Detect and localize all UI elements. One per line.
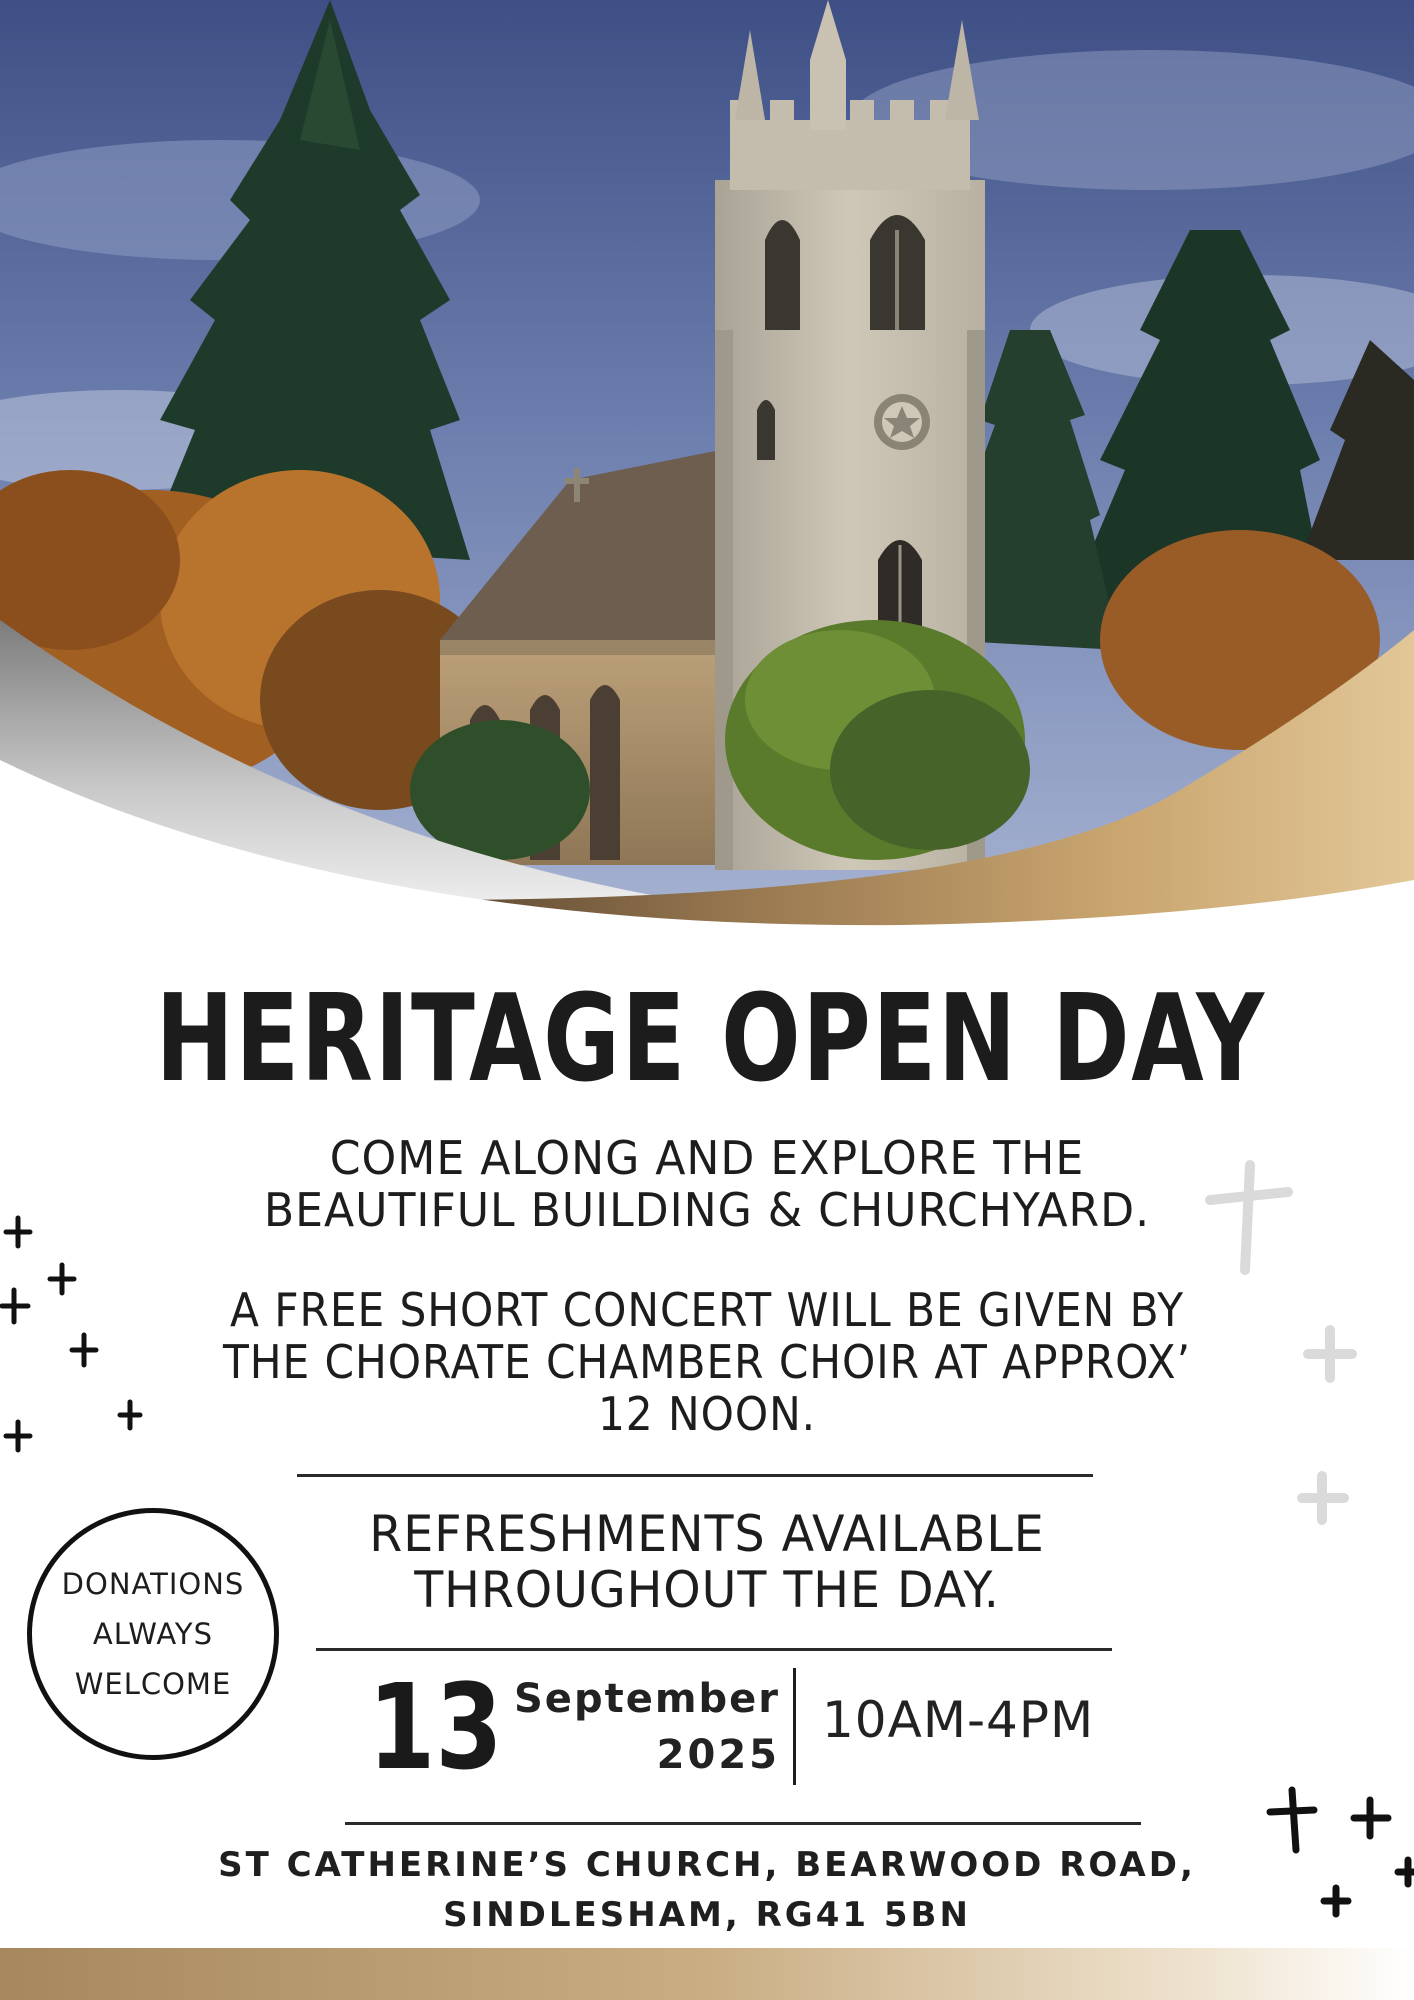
- intro-line: BEAUTIFUL BUILDING & CHURCHYARD.: [263, 1183, 1151, 1237]
- date-year: 2025: [656, 1732, 780, 1778]
- concert-text: [57, 1284, 1358, 1440]
- refreshments-line: THROUGHOUT THE DAY.: [414, 1561, 1000, 1619]
- address-line: SINDLESHAM, RG41 5BN: [443, 1895, 971, 1935]
- donations-line: WELCOME: [74, 1667, 232, 1701]
- divider-1: [297, 1474, 1093, 1477]
- cross-icon: [1354, 1800, 1388, 1836]
- donations-line: DONATIONS: [61, 1567, 245, 1601]
- address-line: ST CATHERINE’S CHURCH, BEARWOOD ROAD,: [218, 1845, 1196, 1885]
- footer-gold-band: [0, 1948, 1414, 2000]
- donations-line: ALWAYS: [92, 1617, 214, 1651]
- refreshments-line: REFRESHMENTS AVAILABLE: [369, 1505, 1045, 1563]
- church-photo: [0, 0, 1414, 960]
- intro-line: COME ALONG AND EXPLORE THE: [329, 1131, 1085, 1185]
- concert-line: 12 NOON.: [597, 1387, 817, 1441]
- event-time: 10AM-4PM: [822, 1691, 1095, 1749]
- concert-line: A FREE SHORT CONCERT WILL BE GIVEN BY: [229, 1283, 1184, 1337]
- date-day: 13: [368, 1658, 503, 1796]
- cross-icon: [6, 1218, 30, 1246]
- headline: HERITAGE OPEN DAY: [155, 970, 1266, 1109]
- divider-2: [316, 1648, 1112, 1651]
- divider-3: [345, 1822, 1141, 1825]
- date-time-separator: [793, 1668, 796, 1785]
- cross-icon: [2, 1290, 28, 1322]
- date-month: September: [514, 1676, 780, 1722]
- intro-text: [28, 1132, 1385, 1236]
- concert-line: THE CHORATE CHAMBER CHOIR AT APPROX’: [223, 1335, 1191, 1389]
- cross-icon: [6, 1422, 30, 1450]
- donations-badge: [27, 1508, 279, 1760]
